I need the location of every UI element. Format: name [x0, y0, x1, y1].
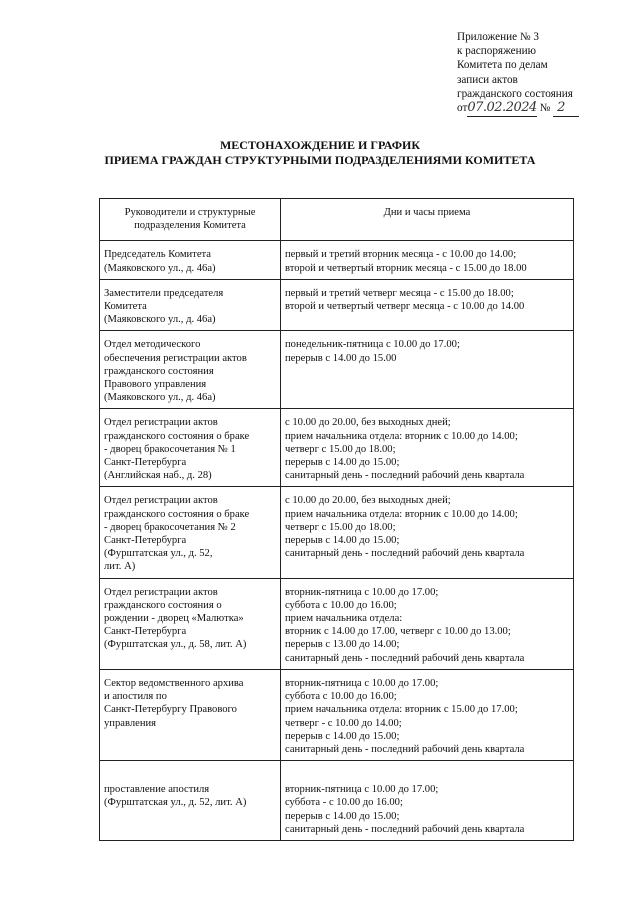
hours-line: с 10.00 до 20.00, без выходных дней;: [285, 417, 451, 429]
unit-line: проставление апостиля: [104, 784, 210, 796]
hours-cell: [281, 578, 574, 669]
unit-line: Санкт-Петербурга: [104, 457, 187, 469]
hours-line: суббота с 10.00 до 16.00;: [285, 691, 397, 703]
hours-cell: [281, 331, 574, 409]
unit-cell: [100, 761, 281, 841]
unit-line: (Фурштатская ул., д. 52,: [104, 548, 213, 560]
handwritten-date: 07.02.2024: [467, 101, 536, 117]
hours-line: четверг - с 10.00 до 14.00;: [285, 717, 402, 729]
header-line: Руководители и структурные: [124, 207, 256, 218]
unit-line: (Маяковского ул., д. 46а): [104, 262, 216, 274]
number-prefix: №: [539, 102, 551, 115]
hours-line: понедельник-пятница с 10.00 до 17.00;: [285, 339, 460, 351]
hours-line: второй и четвертый вторник месяца - с 15.00 до 18.00: [285, 262, 527, 274]
unit-line: Санкт-Петербурга: [104, 626, 187, 638]
appendix-line: Комитета по делам: [457, 59, 548, 72]
unit-line: - дворец бракосочетания № 2: [104, 521, 236, 533]
unit-cell: [100, 331, 281, 409]
unit-line: гражданского состояния о браке: [104, 430, 250, 442]
hours-line: санитарный день - последний рабочий день квартала: [285, 823, 525, 835]
hours-line: четверг с 15.00 до 18.00;: [285, 521, 396, 533]
table-row: [100, 409, 574, 487]
unit-line: Правового управления: [104, 379, 207, 391]
date-prefix: от: [457, 102, 468, 115]
unit-line: (Маяковского ул., д. 46а): [104, 314, 216, 326]
hours-line: первый и третий четверг месяца - с 15.00 до 18.00;: [285, 287, 514, 299]
table-row: [100, 487, 574, 578]
unit-line: гражданского состояния о браке: [104, 508, 250, 520]
table-row: [100, 241, 574, 279]
hours-line: санитарный день - последний рабочий день квартала: [285, 743, 525, 755]
table-row: [100, 669, 574, 760]
unit-line: Комитета: [104, 301, 147, 313]
hours-line: перерыв с 13.00 до 14.00;: [285, 639, 400, 651]
handwritten-number: 2: [553, 101, 579, 117]
schedule-table: [99, 198, 574, 841]
hours-line: перерыв с 14.00 до 15.00: [285, 352, 397, 364]
unit-cell: [100, 409, 281, 487]
appendix-block: [457, 30, 632, 117]
hours-line: санитарный день - последний рабочий день квартала: [285, 652, 525, 664]
unit-cell: [100, 241, 281, 279]
header-units: [100, 199, 281, 241]
appendix-line: к распоряжению: [457, 45, 536, 58]
hours-line: вторник-пятница с 10.00 до 17.00;: [285, 784, 439, 796]
unit-line: (Фурштатская ул., д. 58, лит. А): [104, 639, 247, 651]
table-row: [100, 761, 574, 841]
hours-line: суббота - с 10.00 до 16.00;: [285, 797, 403, 809]
hours-line: прием начальника отдела:: [285, 613, 403, 625]
hours-line: вторник-пятница с 10.00 до 17.00;: [285, 586, 439, 598]
header-line: подразделения Комитета: [134, 220, 246, 232]
hours-line: прием начальника отдела: вторник с 10.00 до 14.00;: [285, 430, 518, 442]
header-hours: [281, 199, 574, 241]
unit-line: рождении - дворец «Малютка»: [104, 613, 244, 625]
hours-line: перерыв с 14.00 до 15.00;: [285, 457, 400, 469]
unit-line: управления: [104, 717, 157, 729]
unit-line: Сектор ведомственного архива: [104, 677, 244, 689]
unit-line: Санкт-Петербурга: [104, 535, 187, 547]
title-line-2: ПРИЕМА ГРАЖДАН СТРУКТУРНЫМИ ПОДРАЗДЕЛЕНИЯМИ КОМИТЕТА: [104, 153, 536, 167]
unit-line: Заместители председателя: [104, 287, 224, 299]
hours-line: с 10.00 до 20.00, без выходных дней;: [285, 495, 451, 507]
appendix-date-line: [457, 101, 632, 117]
unit-line: Отдел методического: [104, 339, 201, 351]
table-row: [100, 578, 574, 669]
hours-line: вторник-пятница с 10.00 до 17.00;: [285, 677, 439, 689]
unit-line: - дворец бракосочетания № 1: [104, 443, 236, 455]
hours-line: перерыв с 14.00 до 15.00;: [285, 730, 400, 742]
hours-cell: [281, 487, 574, 578]
unit-line: (Маяковского ул., д. 46а): [104, 392, 216, 404]
unit-line: лит. А): [104, 561, 136, 573]
hours-line: второй и четвертый четверг месяца - с 10.00 до 14.00: [285, 301, 525, 313]
table-header-row: [100, 199, 574, 241]
unit-line: Санкт-Петербургу Правового: [104, 704, 237, 716]
hours-line: санитарный день - последний рабочий день квартала: [285, 470, 525, 482]
hours-line: суббота с 10.00 до 16.00;: [285, 599, 397, 611]
appendix-line: гражданского состояния: [457, 87, 573, 100]
hours-line: перерыв с 14.00 до 15.00;: [285, 535, 400, 547]
hours-cell: [281, 279, 574, 331]
hours-line: санитарный день - последний рабочий день квартала: [285, 548, 525, 560]
unit-line: Отдел регистрации актов: [104, 495, 218, 507]
unit-cell: [100, 578, 281, 669]
hours-line: четверг с 15.00 до 18.00;: [285, 443, 396, 455]
hours-cell: [281, 669, 574, 760]
header-line: Дни и часы приема: [383, 207, 471, 218]
title-line-1: МЕСТОНАХОЖДЕНИЕ И ГРАФИК: [219, 138, 421, 152]
unit-cell: [100, 669, 281, 760]
hours-line: перерыв с 14.00 до 15.00;: [285, 810, 400, 822]
unit-line: и апостиля по: [104, 691, 167, 703]
unit-line: Отдел регистрации актов: [104, 417, 218, 429]
hours-line: прием начальника отдела: вторник с 10.00 до 14.00;: [285, 508, 518, 520]
unit-line: Отдел регистрации актов: [104, 586, 218, 598]
hours-line: вторник с 14.00 до 17.00, четверг с 10.00 до 13.00;: [285, 626, 511, 638]
unit-line: (Английская наб., д. 28): [104, 470, 212, 482]
unit-line: гражданского состояния: [104, 365, 214, 377]
unit-line: Председатель Комитета: [104, 249, 212, 261]
unit-cell: [100, 487, 281, 578]
hours-cell: [281, 409, 574, 487]
appendix-line: Приложение № 3: [457, 31, 539, 43]
unit-line: обеспечения регистрации актов: [104, 352, 247, 364]
appendix-line: записи актов: [457, 73, 518, 86]
unit-cell: [100, 279, 281, 331]
hours-cell: [281, 241, 574, 279]
unit-line: гражданского состояния о: [104, 599, 222, 611]
table-row: [100, 279, 574, 331]
hours-line: прием начальника отдела: вторник с 15.00 до 17.00;: [285, 704, 518, 716]
table-row: [100, 331, 574, 409]
page-title: [0, 138, 640, 168]
hours-line: первый и третий вторник месяца - с 10.00 до 14.00;: [285, 249, 517, 261]
unit-line: (Фурштатская ул., д. 52, лит. А): [104, 797, 247, 809]
hours-cell: [281, 761, 574, 841]
